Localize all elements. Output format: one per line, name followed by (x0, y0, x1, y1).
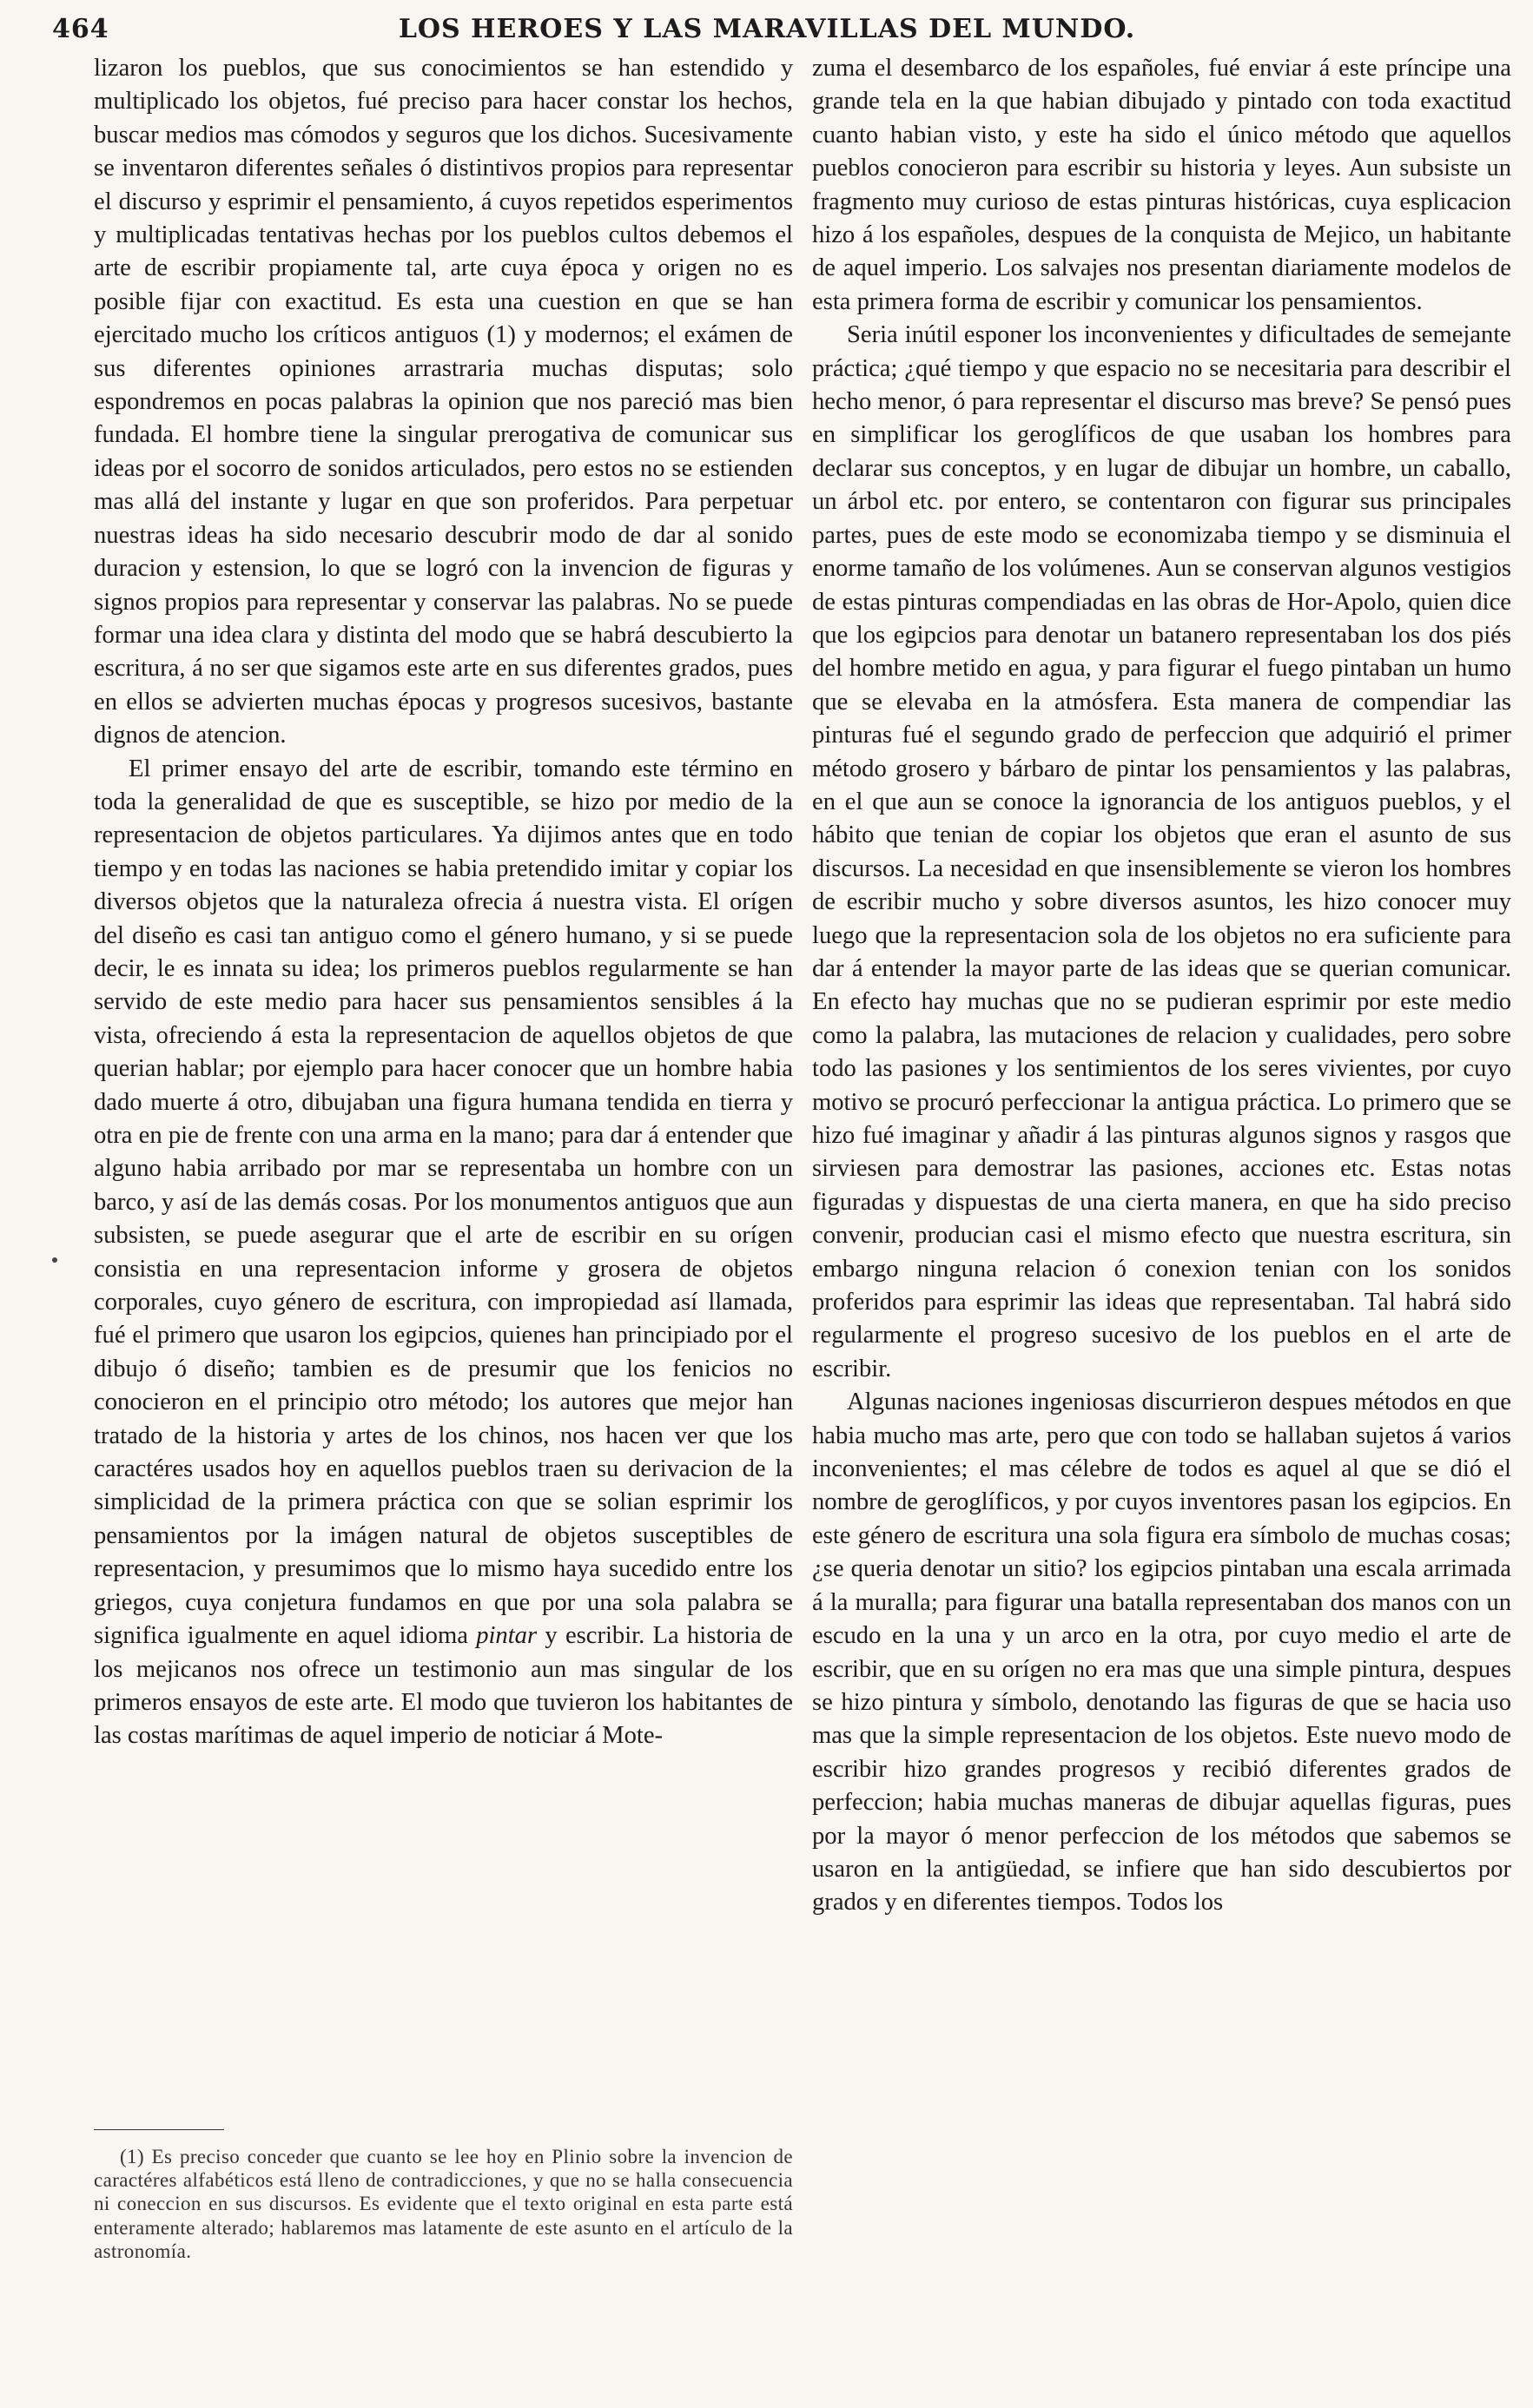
left-column (94, 52, 793, 1753)
footnote (94, 2145, 793, 2263)
page-header (50, 10, 1483, 56)
footnote-text: (1) Es preciso conceder que cuanto se lee hoy en Plinio sobre la invencion de caractéres alfabéticos está lleno de contradicciones, y que no se halla consecuencia ni coneccion en sus discursos. Es evidente que el texto original en esta parte está enteramente alterado; hablaremos mas latamente de este asunto en el artículo de la astronomía. (94, 2146, 793, 2262)
paragraph-text: El primer ensayo del arte de escribir, tomando este término en toda la generalidad de que es susceptible, se hizo por medio de la representacion de objetos particulares. Ya dijimos antes que en todo tiempo y en todas las naciones se habia pretendido imitar y copiar los diversos objetos que la naturaleza ofrecia á nuestra vista. El orígen del diseño es casi tan antiguo como el género humano, y si se puede decir, le es innata su idea; los primeros pueblos regularmente se han servido de este medio para hacer sus pensamientos sensibles á la vista, ofreciendo á esta la representacion de aquellos objetos de que querian hablar; por ejemplo para hacer conocer que un hombre habia dado muerte á otro, dibujaban una figura humana tendida en tierra y otra en pie de frente con una arma en la mano; para dar á entender que alguno habia arribado por mar se representaba un hombre con un barco, y así de las demás cosas. Por los monumentos antiguos que aun subsisten, se puede asegurar que el arte de escribir en su orígen consistia en una representacion informe y grosera de objetos corporales, cuyo género de escritura, con impropiedad así llamada, fué el primero que usaron los egipcios, quienes han principiado por el dibujo ó diseño; tambien es de presumir que los fenicios no conocieron en el principio otro método; los autores que mejor han tratado de la historia y artes de los chinos, nos hacen ver que los caractéres usados hoy en aquellos pueblos traen su derivacion de la simplicidad de la primera práctica con que se solian esprimir los pensamientos por la imágen natural de objetos susceptibles de representacion, y presumimos que lo mismo haya sucedido entre los griegos, cuya conjetura fundamos en que por una sola palabra se significa igualmente en aquel idioma (94, 755, 793, 1650)
italic-word: pintar (476, 1622, 538, 1650)
paragraph: zuma el desembarco de los españoles, fué enviar á este príncipe una grande tela en la que habian dibujado y pintado con toda exactitud cuanto habian visto, y este ha sido el único método que aquellos pueblos conocieron para escribir su historia y leyes. Aun subsiste un fragmento muy curioso de estas pinturas históricas, cuya esplicacion hizo á los españoles, despues de la conquista de Mejico, un habitante de aquel imperio. Los salvajes nos presentan diariamente modelos de esta primera forma de escribir y comunicar los pensamientos. (812, 55, 1511, 315)
right-column (812, 52, 1511, 1920)
paragraph-text: y escribir. La historia de los mejicanos nos ofrece un testimonio aun mas singular de los primeros ensayos de este arte. El modo que tuvieron los habitantes de las costas marítimas de aquel imperio de noticiar á Mote- (94, 1622, 793, 1750)
page-number: 464 (52, 14, 109, 44)
running-title: LOS HEROES Y LAS MARAVILLAS DEL MUNDO. (398, 14, 1136, 44)
paragraph: Algunas naciones ingeniosas discurrieron despues métodos en que habia mucho mas arte, pero que con todo se hallaban sujetos á varios inconvenientes; el mas célebre de todos es aquel al que se dió el nombre de geroglíficos, y por cuyos inventores pasan los egipcios. En este género de escritura una sola figura era símbolo de muchas cosas; ¿se queria denotar un sitio? los egipcios pintaban una escala arrimada á la muralla; para figurar una batalla representaban dos manos con un escudo en la una y un arco en la otra, por cuyo medio el arte de escribir, que en su orígen no era mas que una simple pintura, despues se hizo pintura y símbolo, denotando las figuras de que se hacia uso mas que la simple representacion de los objetos. Este nuevo modo de escribir hizo grandes progresos y recibió diferentes grados de perfeccion; habia muchas maneras de dibujar aquellas figuras, pues por la mayor ó menor perfeccion de los métodos que sabemos se usaron en la antigüedad, se infiere que han sido descubiertos por grados y en diferentes tiempos. Todos los (812, 1389, 1511, 1917)
paragraph: lizaron los pueblos, que sus conocimientos se han estendido y multiplicado los objetos, fué preciso para hacer constar los hechos, buscar medios mas cómodos y seguros que los dichos. Sucesivamente se inventaron diferentes señales ó distintivos propios para representar el discurso y esprimir el pensamiento, á cuyos repetidos esperimentos y multiplicadas tentativas hechas por los pueblos cultos debemos el arte de escribir propiamente tal, arte cuya época y origen no es posible fijar con exactitud. Es esta una cuestion en que se han ejercitado mucho los críticos antiguos (1) y modernos; el exámen de sus diferentes opiniones arrastraria muchas disputas; solo espondremos en pocas palabras la opinion que nos pareció mas bien fundada. El hombre tiene la singular prerogativa de comunicar sus ideas por el socorro de sonidos articulados, pero estos no se estienden mas allá del instante y lugar en que son proferidos. Para perpetuar nuestras ideas ha sido necesario descubrir modo de dar al sonido duracion y estension, lo que se logró con la invencion de figuras y signos propios para representar y conservar las palabras. No se puede formar una idea clara y distinta del modo que se habrá descubierto la escritura, á no ser que sigamos este arte en sus diferentes grados, pues en ellos se advierten muchas épocas y progresos sucesivos, bastante dignos de atencion. (94, 55, 793, 749)
paragraph (94, 753, 793, 1753)
ink-dot (52, 1257, 57, 1263)
paragraph: Seria inútil esponer los inconvenientes y dificultades de semejante práctica; ¿qué tiempo y que espacio no se necesitaria para describir el hecho menor, ó para representar el discurso mas breve? Se pensó pues en simplificar los geroglíficos de que usaban los hombres para declarar sus conceptos, y en lugar de dibujar un hombre, un caballo, un árbol etc. por entero, se contentaron con figurar sus principales partes, pues de este modo se economizaba tiempo y se disminuia el enorme tamaño de los volúmenes. Aun se conservan algunos vestigios de estas pinturas compendiadas en las obras de Hor-Apolo, quien dice que los egipcios para denotar un batanero representaban los dos piés del hombre metido en agua, y para figurar el fuego pintaban un humo que se elevaba en la atmósfera. Esta manera de compendiar las pinturas fué el segundo grado de perfeccion que adquirió el primer método grosero y bárbaro de pintar los pensamientos y las palabras, en el que aun se conoce la ignorancia de los antiguos pueblos, y el hábito que tenian de copiar los objetos que eran el asunto de sus discursos. La necesidad en que insensiblemente se vieron los hombres de escribir mucho y sobre diversos asuntos, les hizo conocer muy luego que la representacion sola de los objetos no era suficiente para dar á entender la mayor parte de las ideas que se querian comunicar. En efecto hay muchas que no se pudieran esprimir por este medio como la palabra, las mutaciones de relacion y cualidades, pero sobre todo las pasiones y los sentimientos de los seres vivientes, por cuyo motivo se procuró perfeccionar la antigua práctica. Lo primero que se hizo fué imaginar y añadir á las pinturas algunos signos y rasgos que sirviesen para demostrar las pasiones, acciones etc. Estas notas figuradas y dispuestas de una cierta manera, en que ha sido preciso convenir, producian casi el mismo efecto que nuestra escritura, sin embargo ninguna relacion ó conexion tenian con los sonidos proferidos para esprimir las ideas que representaban. Tal habrá sido regularmente el progreso sucesivo de los pueblos en el arte de escribir. (812, 321, 1511, 1382)
footnote-rule (94, 2129, 224, 2130)
